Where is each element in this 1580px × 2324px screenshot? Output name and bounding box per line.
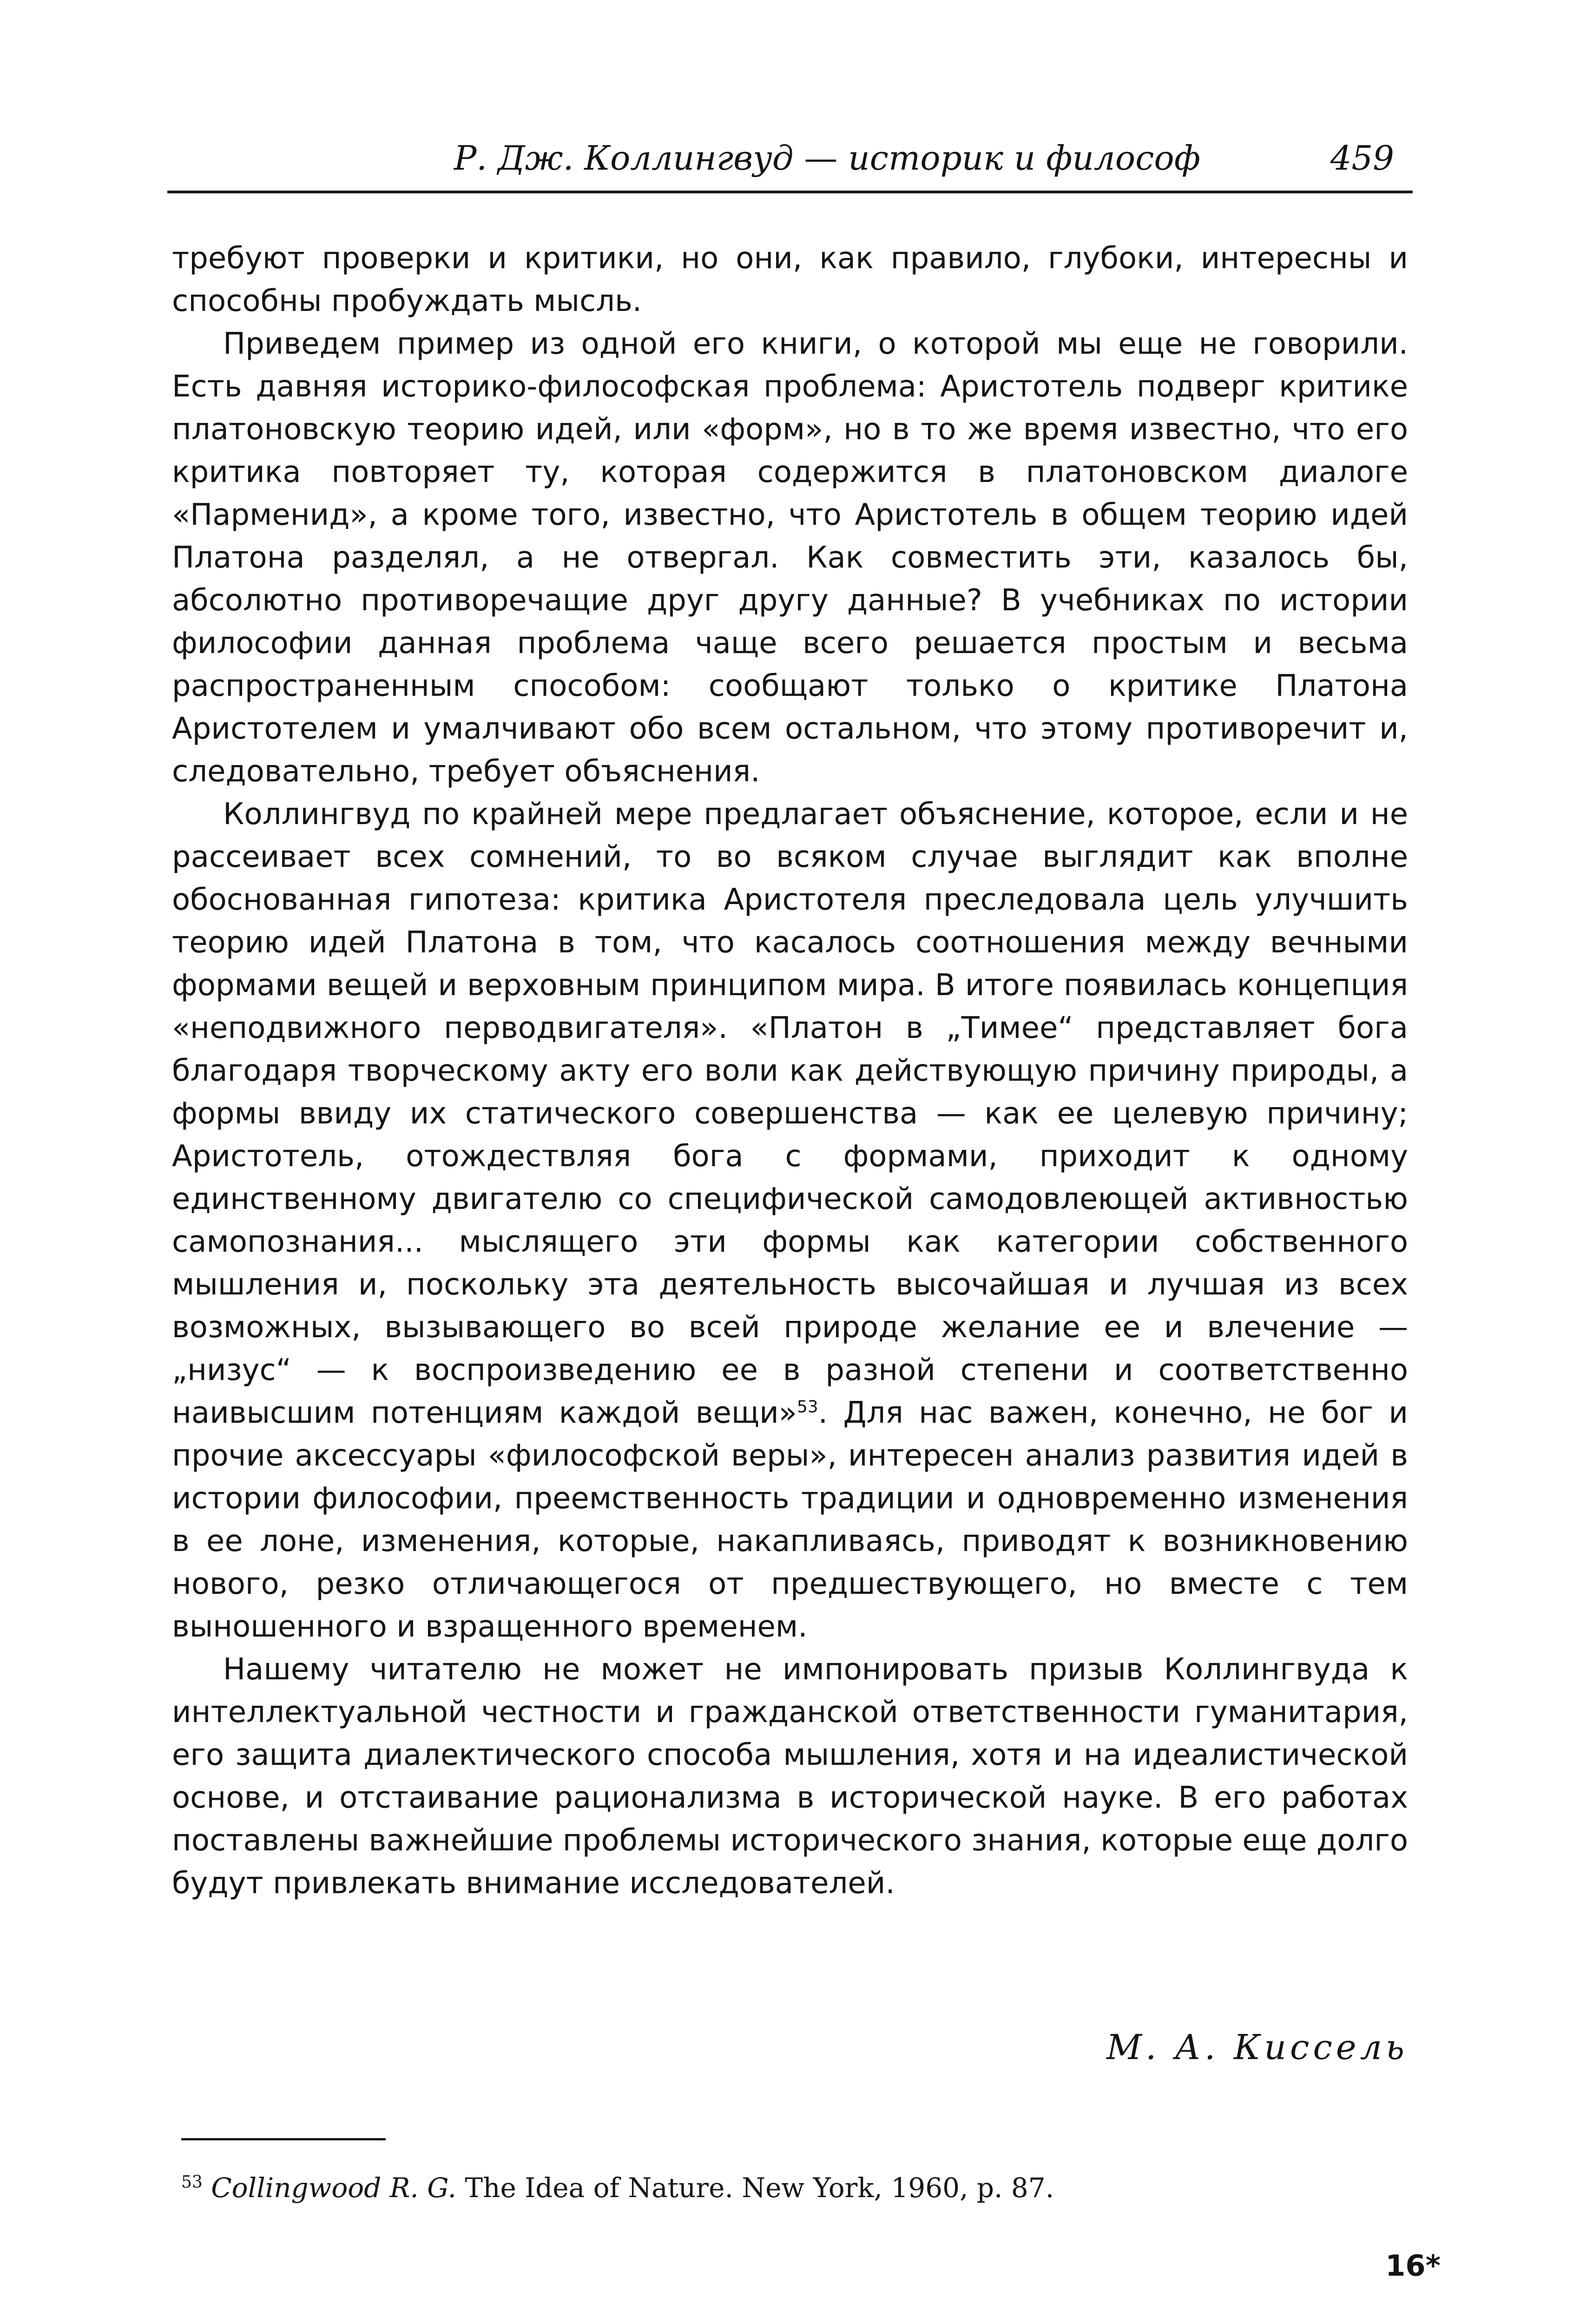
- running-title: Р. Дж. Коллингвуд — историк и философ: [454, 139, 1201, 178]
- footnote: [181, 2168, 1408, 2207]
- footnote-author: Collingwood R. G.: [211, 2172, 456, 2204]
- paragraph: [172, 793, 1408, 1648]
- author-signature: М. А. Киссель: [1106, 2027, 1408, 2067]
- printer-signature-mark: 16*: [1385, 2249, 1441, 2283]
- running-header: [167, 135, 1413, 193]
- paragraph: Нашему читателю не может не импонировать призыв Коллингвуда к интеллектуальной честности и гражданской ответственности гуманитария, его защита диалектического способа мышления, хотя и на идеалистической основе, и отстаивание рационализма в исторической науке. В его работах поставлены важнейшие проблемы исторического знания, которые еще долго будут привлекать внимание исследователей.: [172, 1652, 1408, 1901]
- article-body: [172, 237, 1408, 1905]
- paragraph-text: Коллингвуд по крайней мере предлагает объяснение, которое, если и не рассеивает всех сомнений, то во всяком случае выглядит как вполне обоснованная гипотеза: критика Аристотеля преследовала цель улучшить теорию идей Платона в том, что касалось соотношения между вечными формами вещей и верховным принципом мира. В итоге появилась концепция «неподвижного перводвигателя». «Платон в „Тимее“ представляет бога благодаря творческому акту его воли как действующую причину природы, а формы ввиду их статического совершенства — как ее целевую причину; Аристотель, отождествляя бога с формами, приходит к одному единственному двигателю со специфической самодовлеющей активностью самопознания... мыслящего эти формы как категории собственного мышления и, поскольку эта деятельность высочайшая и лучшая из всех возможных, вызывающего во всей природе желание ее и влечение — „низус“ — к воспроизведению ее в разной степени и соответственно наивысшим потенциям каждой вещи»: [172, 797, 1408, 1430]
- paragraph: Приведем пример из одной его книги, о которой мы еще не говорили. Есть давняя историко-философская проблема: Аристотель подверг критике платоновскую теорию идей, или «форм», но в то же время известно, что его критика повторяет ту, которая содержится в платоновском диалоге «Парменид», а кроме того, известно, что Аристотель в общем теорию идей Платона разделял, а не отвергал. Как совместить эти, казалось бы, абсолютно противоречащие друг другу данные? В учебниках по истории философии данная проблема чаще всего решается простым и весьма распространенным способом: сообщают только о критике Платона Аристотелем и умалчивают обо всем остальном, что этому противоречит и, следовательно, требует объяснения.: [172, 327, 1408, 789]
- footnote-divider: [181, 2138, 386, 2140]
- page-number: 459: [1330, 139, 1394, 178]
- paragraph-text: . Для нас важен, конечно, не бог и прочие аксессуары «философской веры», интересен анализ развития идей в истории философии, преемственность традиции и одновременно изменения в ее лоне, изменения, которые, накапливаясь, приводят к возникновению нового, резко отличающегося от предшествующего, но вместе с тем выношенного и взращенного временем.: [172, 1396, 1409, 1644]
- paragraph-continuation: требуют проверки и критики, но они, как правило, глубоки, интересны и способны пробуждать мысль.: [172, 241, 1408, 318]
- footnote-text: The Idea of Nature. New York, 1960, p. 87.: [465, 2172, 1054, 2204]
- footnote-number: 53: [181, 2172, 203, 2192]
- footnote-reference[interactable]: 53: [797, 1397, 818, 1417]
